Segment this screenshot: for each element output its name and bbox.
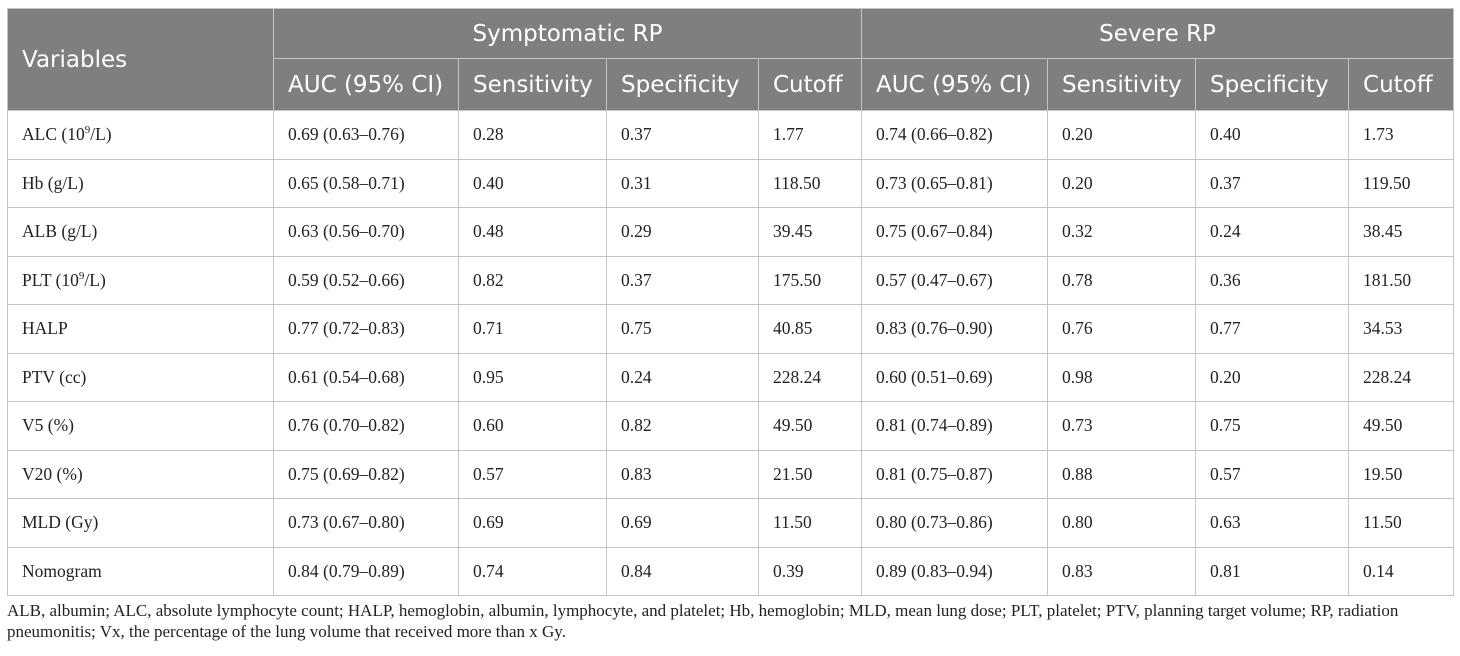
- value-cell: 19.50: [1349, 450, 1454, 499]
- value-cell: 0.24: [607, 353, 759, 402]
- value-cell: 0.73 (0.65–0.81): [862, 159, 1048, 208]
- severe-rp-header: Severe RP: [862, 9, 1454, 59]
- value-cell: 0.40: [1196, 111, 1349, 160]
- value-cell: 0.73: [1048, 402, 1196, 451]
- table-row: [8, 402, 1454, 451]
- value-cell: 49.50: [759, 402, 862, 451]
- table-row: [8, 208, 1454, 257]
- value-cell: 0.37: [607, 111, 759, 160]
- symptomatic-rp-header: Symptomatic RP: [274, 9, 862, 59]
- value-cell: 1.77: [759, 111, 862, 160]
- value-cell: 0.71: [459, 305, 607, 354]
- value-cell: 0.98: [1048, 353, 1196, 402]
- variable-unit: /L): [84, 269, 106, 290]
- value-cell: 0.63: [1196, 499, 1349, 548]
- value-cell: 0.77 (0.72–0.83): [274, 305, 459, 354]
- value-cell: 0.60 (0.51–0.69): [862, 353, 1048, 402]
- value-cell: 0.75 (0.69–0.82): [274, 450, 459, 499]
- table-row: [8, 111, 1454, 160]
- value-cell: 39.45: [759, 208, 862, 257]
- variable-name: MLD (Gy): [22, 512, 99, 533]
- col-header: AUC (95% CI): [274, 59, 459, 111]
- value-cell: 0.75 (0.67–0.84): [862, 208, 1048, 257]
- variable-exponent: 9: [84, 124, 91, 137]
- value-cell: 0.83 (0.76–0.90): [862, 305, 1048, 354]
- table-footnote: ALB, albumin; ALC, absolute lymphocyte count; HALP, hemoglobin, albumin, lymphocyte, and platelet; Hb, hemoglobin; MLD, mean lung dose; PLT, platelet; PTV, planning target volume; RP, radiation pneumonitis; Vx, the percentage of the lung volume that received more than x Gy.: [7, 601, 1399, 641]
- col-header: AUC (95% CI): [862, 59, 1048, 111]
- value-cell: 0.20: [1048, 111, 1196, 160]
- variable-name-cell: [8, 547, 274, 596]
- value-cell: 0.29: [607, 208, 759, 257]
- value-cell: 0.59 (0.52–0.66): [274, 256, 459, 305]
- value-cell: 0.77: [1196, 305, 1349, 354]
- value-cell: 0.39: [759, 547, 862, 596]
- value-cell: 0.95: [459, 353, 607, 402]
- value-cell: 38.45: [1349, 208, 1454, 257]
- value-cell: 0.82: [459, 256, 607, 305]
- value-cell: 11.50: [1349, 499, 1454, 548]
- roc-table: [7, 8, 1454, 596]
- variable-name: HALP: [22, 318, 68, 339]
- value-cell: 0.60: [459, 402, 607, 451]
- value-cell: 0.74 (0.66–0.82): [862, 111, 1048, 160]
- value-cell: 0.69 (0.63–0.76): [274, 111, 459, 160]
- value-cell: 0.28: [459, 111, 607, 160]
- value-cell: 0.14: [1349, 547, 1454, 596]
- variable-name: V5 (%): [22, 415, 74, 436]
- value-cell: 0.57: [1196, 450, 1349, 499]
- value-cell: 0.80: [1048, 499, 1196, 548]
- col-header: Sensitivity: [1048, 59, 1196, 111]
- variable-name-cell: [8, 159, 274, 208]
- value-cell: 0.48: [459, 208, 607, 257]
- table-row: [8, 450, 1454, 499]
- value-cell: 0.69: [459, 499, 607, 548]
- value-cell: 0.40: [459, 159, 607, 208]
- value-cell: 0.78: [1048, 256, 1196, 305]
- value-cell: 0.75: [607, 305, 759, 354]
- variable-name: V20 (%): [22, 463, 83, 484]
- value-cell: 0.89 (0.83–0.94): [862, 547, 1048, 596]
- table-row: [8, 159, 1454, 208]
- col-header: Cutoff: [759, 59, 862, 111]
- variable-name-cell: [8, 256, 274, 305]
- variable-exponent: 9: [78, 269, 85, 282]
- value-cell: 0.75: [1196, 402, 1349, 451]
- variable-name: PTV (cc): [22, 366, 87, 387]
- value-cell: 0.81 (0.75–0.87): [862, 450, 1048, 499]
- variable-name: PLT (10: [22, 269, 79, 290]
- value-cell: 34.53: [1349, 305, 1454, 354]
- value-cell: 0.57: [459, 450, 607, 499]
- table-row: [8, 547, 1454, 596]
- variable-name: ALC (10: [22, 124, 85, 145]
- value-cell: 0.61 (0.54–0.68): [274, 353, 459, 402]
- value-cell: 40.85: [759, 305, 862, 354]
- variable-name: Nomogram: [22, 560, 102, 581]
- table-row: [8, 256, 1454, 305]
- value-cell: 118.50: [759, 159, 862, 208]
- value-cell: 0.81 (0.74–0.89): [862, 402, 1048, 451]
- col-header: Cutoff: [1349, 59, 1454, 111]
- value-cell: 0.76 (0.70–0.82): [274, 402, 459, 451]
- table-row: [8, 305, 1454, 354]
- value-cell: 119.50: [1349, 159, 1454, 208]
- variable-name-cell: [8, 353, 274, 402]
- value-cell: 0.74: [459, 547, 607, 596]
- variables-header: Variables: [8, 9, 274, 111]
- value-cell: 0.37: [1196, 159, 1349, 208]
- value-cell: 0.84: [607, 547, 759, 596]
- variable-name-cell: [8, 208, 274, 257]
- value-cell: 228.24: [759, 353, 862, 402]
- variable-unit: /L): [90, 124, 112, 145]
- col-header: Specificity: [607, 59, 759, 111]
- value-cell: 228.24: [1349, 353, 1454, 402]
- variable-name-cell: [8, 111, 274, 160]
- value-cell: 0.88: [1048, 450, 1196, 499]
- value-cell: 0.69: [607, 499, 759, 548]
- value-cell: 0.57 (0.47–0.67): [862, 256, 1048, 305]
- value-cell: 0.83: [1048, 547, 1196, 596]
- value-cell: 1.73: [1349, 111, 1454, 160]
- value-cell: 0.76: [1048, 305, 1196, 354]
- value-cell: 0.31: [607, 159, 759, 208]
- value-cell: 0.73 (0.67–0.80): [274, 499, 459, 548]
- variable-name-cell: [8, 305, 274, 354]
- value-cell: 181.50: [1349, 256, 1454, 305]
- variable-name-cell: [8, 402, 274, 451]
- variable-name: Hb (g/L): [22, 172, 84, 193]
- value-cell: 0.80 (0.73–0.86): [862, 499, 1048, 548]
- value-cell: 49.50: [1349, 402, 1454, 451]
- value-cell: 0.32: [1048, 208, 1196, 257]
- variable-name-cell: [8, 450, 274, 499]
- variable-name-cell: [8, 499, 274, 548]
- value-cell: 0.20: [1048, 159, 1196, 208]
- value-cell: 0.36: [1196, 256, 1349, 305]
- col-header: Sensitivity: [459, 59, 607, 111]
- value-cell: 11.50: [759, 499, 862, 548]
- value-cell: 0.24: [1196, 208, 1349, 257]
- value-cell: 0.83: [607, 450, 759, 499]
- header-row-groups: [8, 9, 1454, 59]
- variable-name: ALB (g/L): [22, 221, 98, 242]
- value-cell: 0.63 (0.56–0.70): [274, 208, 459, 257]
- table-row: [8, 499, 1454, 548]
- value-cell: 0.82: [607, 402, 759, 451]
- value-cell: 0.37: [607, 256, 759, 305]
- value-cell: 0.84 (0.79–0.89): [274, 547, 459, 596]
- value-cell: 0.65 (0.58–0.71): [274, 159, 459, 208]
- value-cell: 0.81: [1196, 547, 1349, 596]
- col-header: Specificity: [1196, 59, 1349, 111]
- table-row: [8, 353, 1454, 402]
- value-cell: 175.50: [759, 256, 862, 305]
- value-cell: 21.50: [759, 450, 862, 499]
- value-cell: 0.20: [1196, 353, 1349, 402]
